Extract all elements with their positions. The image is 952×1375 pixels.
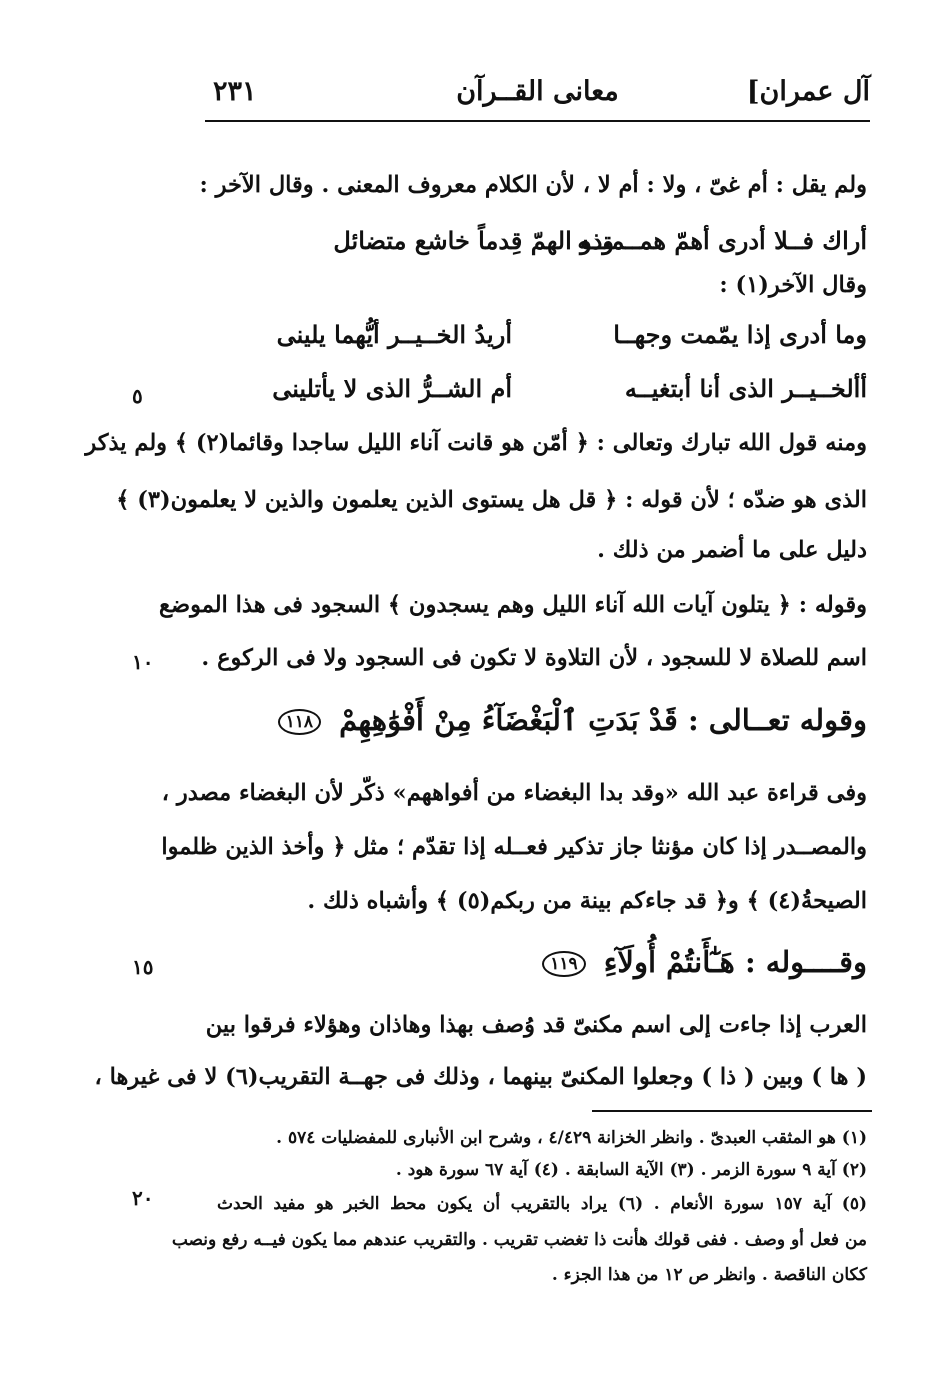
quran-text: هَـٰٓأَنتُمْ أُولَآءِ (603, 945, 735, 979)
footnote: (٢) آية ٩ سورة الزمر . (٣) الآية السابقة . (٤) آية ٦٧ سورة هود . (395, 1160, 867, 1180)
quran-label: وقــــوله : (744, 945, 867, 979)
ayah-number: ١١٩ (542, 951, 585, 977)
footnote-divider (592, 1110, 872, 1112)
footnote: (٥) آية ١٥٧ سورة الأنعام . (٦) يراد بالتقريب أن يكون محط الخبر هو مفيد الحدث (217, 1194, 867, 1214)
margin-line-number: ٢٠ (132, 1186, 154, 1210)
text-line: ( ها ) وبين ( ذا ) وجعلوا المكنىّ بينهما ، وذلك فى جهــة التقريب(٦) لا فى غيرها ، (94, 1064, 867, 1090)
verse-hemistich: أم الشــرُّ الذى لا يأتلينى (272, 374, 512, 403)
footnote: من فعل أو وصف . ففى قولك هأنت ذا تغضب تقريب . والتقريب عندهم مما يكون فيــه رفع ونصب (171, 1230, 867, 1250)
text-line: العرب إذا جاءت إلى اسم مكنىّ قد وُصف بهذا وهاذان وهؤلاء فرقوا بين (205, 1012, 867, 1038)
text-line: وقال الآخر(١) : (719, 272, 867, 298)
margin-line-number: ١٠ (132, 650, 154, 674)
header-divider (205, 120, 870, 122)
text-line: والمصــدر إذا كان مؤنثا جاز تذكير فعــله إذا تقدّم ؛ مثل ﴿ وأخذ الذين ظلموا (161, 834, 867, 860)
text-line: الصيحةُ(٤) ﴾ و﴿ قد جاءكم بينة من ربكم(٥) ﴾ وأشباه ذلك . (307, 888, 867, 914)
margin-line-number: ١٥ (132, 955, 154, 979)
verse-hemistich: أألخــيــر الذى أنا أبتغيــه (624, 374, 867, 403)
footnote: (١) هو المثقب العبدىّ . وانظر الخزانة ٤/٤٢٩ ، وشرح ابن الأنبارى للمفضليات ٥٧٤ . (276, 1128, 867, 1148)
text-line: دليل على ما أضمر من ذلك . (597, 537, 867, 563)
footnote: ككان الناقصة . وانظر ص ١٢ من هذا الجزء . (551, 1265, 867, 1285)
quran-verse (278, 703, 867, 737)
text-line: ومنه قول الله تبارك وتعالى : ﴿ أمّن هو قانت آناء الليل ساجدا وقائما(٢) ﴾ ولم يذكر (85, 430, 867, 456)
page-header (205, 72, 870, 116)
verse-hemistich: أراك فــلا أدرى أهمّ همــمتــه (577, 226, 867, 255)
quran-label: وقوله تعــالى : (687, 703, 867, 737)
text-line: اسم للصلاة لا للسجود ، لأن التلاوة لا تكون فى السجود ولا فى الركوع . (201, 645, 867, 671)
verse-hemistich: وما أدرى إذا يمّمت وجهــا (613, 320, 867, 349)
verse-hemistich: وذو الهمّ قِدماً خاشع متضائل (333, 226, 614, 255)
page-number: ٢٣١ (213, 76, 257, 107)
text-line: وقوله : ﴿ يتلون آيات الله آناء الليل وهم يسجدون ﴾ السجود فى هذا الموضع (158, 592, 867, 618)
surah-title: آل عمران] (746, 76, 870, 107)
text-line: الذى هو ضدّه ؛ لأن قوله : ﴿ قل هل يستوى الذين يعلمون والذين لا يعلمون(٣) ﴾ (116, 487, 867, 513)
verse-hemistich: أريدُ الخــيــر أيُّهما يلينى (276, 320, 512, 349)
margin-line-number: ٥ (132, 384, 143, 408)
quran-verse (542, 945, 867, 979)
book-title: معانى القــرآن (456, 76, 619, 107)
text-line: وفى قراءة عبد الله «وقد بدا البغضاء من أفواههم» ذكّر لأن البغضاء مصدر ، (161, 780, 867, 806)
text-line: ولم يقل : أم غىّ ، ولا : أم لا ، لأن الكلام معروف المعنى . وقال الآخر : (199, 172, 867, 198)
ayah-number: ١١٨ (278, 709, 321, 735)
quran-text: قَدْ بَدَتِ ٱلْبَغْضَآءُ مِنْ أَفْوَٰهِهِمْ (339, 703, 678, 737)
